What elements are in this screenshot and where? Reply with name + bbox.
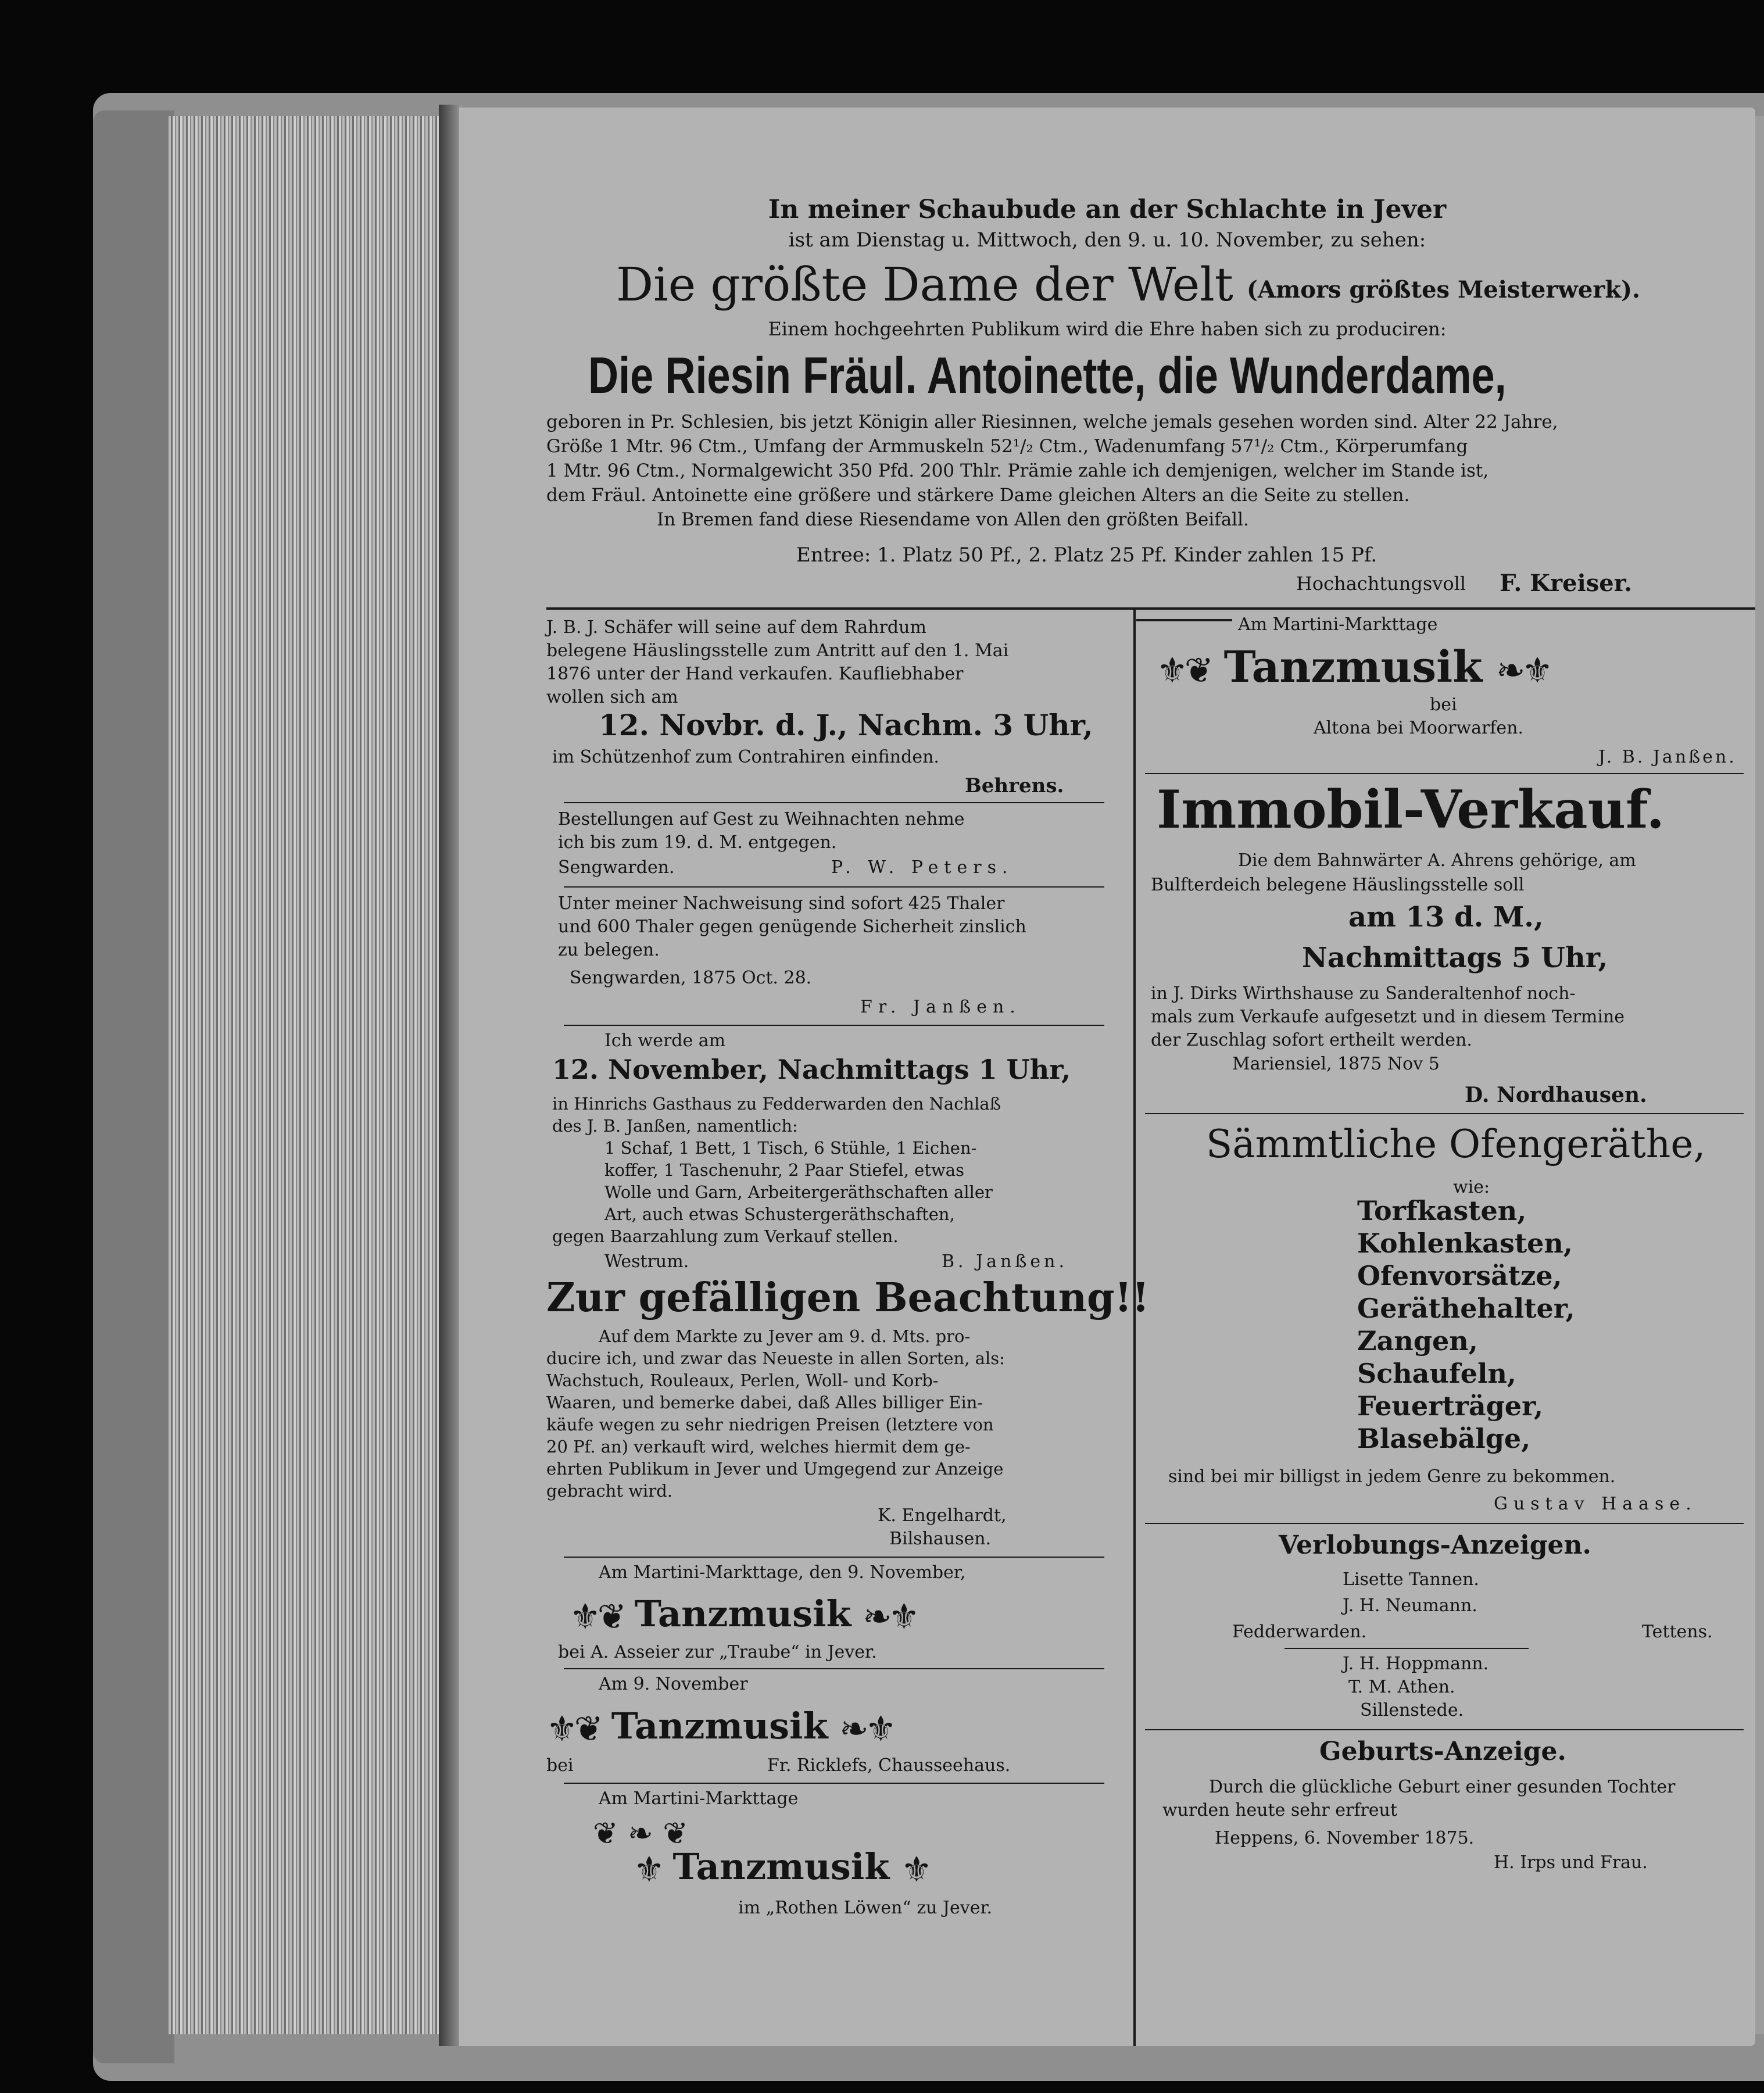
r-tanz-line (1157, 642, 1550, 692)
ofen-item: Ofenvorsätze, (1357, 1260, 1562, 1291)
ofen-item: Zangen, (1357, 1325, 1478, 1357)
text-line: 1876 unter der Hand verkaufen. Kaufliebhaber (546, 664, 964, 684)
tanz3-line (634, 1845, 929, 1890)
text-line: Wachstuch, Rouleaux, Perlen, Woll- und Korb- (546, 1371, 939, 1390)
janssen-date: Sengwarden, 1875 Oct. 28. (570, 968, 812, 988)
tanz2-title: Tanzmusik (611, 1705, 828, 1747)
divider (1145, 1523, 1744, 1524)
beachtung-sign-place: Bilshausen. (889, 1529, 992, 1549)
immobil-body (1151, 849, 1636, 897)
geburt-title: Geburts-Anzeige. (1319, 1737, 1566, 1766)
peters-place: Sengwarden. (558, 857, 675, 878)
divider (1145, 773, 1744, 774)
tanz1-line (570, 1593, 916, 1637)
schaefer-sign: Behrens. (965, 774, 1064, 797)
tanz2-head: Am 9. November (599, 1674, 748, 1694)
ornament-left-icon: ⚜❦ (1157, 650, 1211, 691)
ad-schaefer (546, 616, 1128, 709)
geburt-body (1162, 1776, 1675, 1822)
ofen-items (1357, 1194, 1575, 1455)
ofen-item: Blasebälge, (1357, 1423, 1531, 1454)
ofen-wie: wie: (1453, 1177, 1490, 1197)
verlobung-place2: Tettens. (1642, 1622, 1713, 1642)
ofen-item: Torfkasten, (1357, 1195, 1527, 1226)
text-line: mals zum Verkaufe aufgesetzt und in diesem Termine (1151, 1007, 1625, 1027)
text-line: zu belegen. (558, 940, 660, 960)
text-line: ehrten Publikum in Jever und Umgegend zur Anzeige (546, 1459, 1004, 1479)
ornament-right-icon: ❧⚜ (863, 1596, 917, 1637)
ad-headline: Die Riesin Fräul. Antoinette, die Wunderdame, (588, 346, 1507, 404)
ad-body-line: geboren in Pr. Schlesien, bis jetzt Königin aller Riesinnen, welche jemals gesehen worden sind. Alter 22 Jahre, (546, 412, 1558, 432)
verlobung-name4: T. M. Athen. (1348, 1677, 1455, 1697)
text-line: Wolle und Garn, Arbeitergeräthschaften aller (604, 1182, 993, 1202)
text-line: ducire ich, und zwar das Neueste in allen Sorten, als: (546, 1348, 1005, 1368)
divider (564, 1668, 1104, 1669)
ornament-right-icon: ❧⚜ (1496, 650, 1550, 691)
tanz3-head: Am Martini-Markttage (599, 1788, 799, 1809)
text-line: gebracht wird. (546, 1481, 672, 1501)
verlobung-place3: Sillenstede. (1360, 1700, 1464, 1720)
book-cover (93, 110, 174, 2063)
text-line: Waaren, und bemerke dabei, daß Alles billiger Ein- (546, 1393, 983, 1412)
r-tanz-bei: bei (1430, 695, 1457, 715)
nachlass-sign: B. Janßen. (942, 1251, 1068, 1272)
ad-peters (558, 808, 965, 854)
ofen-item: Feuerträger, (1357, 1390, 1543, 1422)
ad-title-aside: (Amors größtes Meisterwerk). (1247, 276, 1640, 303)
text-line: wollen sich am (546, 687, 678, 707)
verlobung-name3: J. H. Hoppmann. (1343, 1654, 1489, 1674)
ad-title: Die größte Dame der Welt (616, 257, 1233, 312)
text-line: in J. Dirks Wirthshause zu Sanderaltenhof noch- (1151, 983, 1576, 1004)
ad-body-line: 1 Mtr. 96 Ctm., Normalgewicht 350 Pfd. 200 Thlr. Prämie zahle ich demjenigen, welcher im Stande ist, (546, 460, 1489, 481)
text-line: Unter meiner Nachweisung sind sofort 425 Thaler (558, 893, 1005, 914)
text-line: Durch die glückliche Geburt einer gesunden Tochter (1209, 1777, 1676, 1797)
r-tanz-sign: J. B. Janßen. (1598, 747, 1737, 767)
tanz1-foot: bei A. Asseier zur „Traube“ in Jever. (558, 1642, 877, 1662)
tanz1-head: Am Martini-Markttage, den 9. November, (599, 1562, 966, 1583)
divider (1145, 1729, 1744, 1730)
immobil-time: Nachmittags 5 Uhr, (1302, 942, 1608, 974)
ofen-item: Kohlenkasten, (1357, 1228, 1573, 1259)
ornament-right-icon: ⚜ (901, 1849, 929, 1890)
divider (1284, 1648, 1529, 1649)
book-gutter (439, 105, 462, 2046)
text-line: des J. B. Janßen, namentlich: (552, 1116, 798, 1136)
ornament-top-icon: ❦ ❧ ❦ (593, 1816, 688, 1851)
immobil-sign: D. Nordhausen. (1465, 1083, 1647, 1107)
text-line: der Zuschlag sofort ertheilt werden. (1151, 1030, 1472, 1050)
ad-header-line: In meiner Schaubude an der Schlachte in Jever (768, 195, 1447, 224)
geburt-date: Heppens, 6. November 1875. (1215, 1828, 1475, 1848)
immobil-date: am 13 d. M., (1348, 901, 1544, 933)
ofen-item: Schaufeln, (1357, 1358, 1516, 1389)
immobil-title: Immobil-Verkauf. (1157, 779, 1665, 840)
text-line: Die dem Bahnwärter A. Ahrens gehörige, am (1238, 850, 1636, 871)
ornament-left-icon: ⚜❦ (570, 1596, 624, 1637)
beachtung-body (546, 1325, 1005, 1502)
text-line: J. B. J. Schäfer will seine auf dem Rahrdum (546, 617, 926, 638)
janssen-sign: Fr. Janßen. (860, 997, 1021, 1017)
peters-sign: P. W. Peters. (831, 857, 1014, 878)
tanz2-bei: bei (546, 1755, 574, 1776)
divider (1145, 1113, 1744, 1114)
text-line: wurden heute sehr erfreut (1162, 1800, 1397, 1820)
divider (564, 1025, 1104, 1026)
ofen-title: Sämmtliche Ofengeräthe, (1206, 1122, 1706, 1167)
text-line: Bestellungen auf Gest zu Weihnachten nehme (558, 809, 965, 829)
ad-body-line: dem Fräul. Antoinette eine größere und stärkere Dame gleichen Alters an die Seite zu stellen. (546, 485, 1410, 506)
text-line: Art, auch etwas Schustergeräthschaften, (604, 1204, 955, 1224)
nachlass-date: 12. November, Nachmittags 1 Uhr, (552, 1054, 1071, 1085)
beachtung-sign: K. Engelhardt, (878, 1505, 1007, 1526)
divider (564, 1557, 1104, 1558)
ornament-right-icon: ❧⚜ (839, 1708, 893, 1749)
verlobung-place1: Fedderwarden. (1232, 1622, 1367, 1642)
schaefer-place: im Schützenhof zum Contrahiren einfinden. (552, 747, 939, 767)
text-line: ich bis zum 19. d. M. entgegen. (558, 832, 837, 853)
r-tanz-title: Tanzmusik (1223, 642, 1483, 692)
text-line: 20 Pf. an) verkauft wird, welches hiermit dem ge- (546, 1437, 971, 1457)
immobil-body2 (1151, 982, 1625, 1052)
verlobung-title: Verlobungs-Anzeigen. (1279, 1530, 1591, 1560)
ad-janssen (558, 892, 1026, 962)
newspaper-page (459, 108, 1755, 2046)
divider (564, 802, 1104, 803)
text-line: gegen Baarzahlung zum Verkauf stellen. (552, 1226, 899, 1246)
r-tanz-place: Altona bei Moorwarfen. (1314, 718, 1524, 738)
verlobung-name1: Lisette Tannen. (1343, 1569, 1479, 1590)
tanz2-line (546, 1705, 893, 1749)
ofen-item: Geräthehalter, (1357, 1293, 1575, 1324)
ad-intro: Einem hochgeehrten Publikum wird die Ehre haben sich zu produciren: (768, 318, 1447, 340)
r-tanz-head: Am Martini-Markttage (1238, 614, 1438, 635)
section-divider (546, 607, 1755, 610)
ad-body-line: In Bremen fand diese Riesendame von Allen den größten Beifall. (657, 509, 1249, 530)
text-line: 1 Schaf, 1 Bett, 1 Tisch, 6 Stühle, 1 Eichen- (604, 1138, 977, 1158)
tanz3-title: Tanzmusik (672, 1845, 890, 1888)
geburt-sign: H. Irps und Frau. (1494, 1852, 1648, 1873)
text-line: und 600 Thaler gegen genügende Sicherheit zinslich (558, 917, 1026, 937)
ornament-left-icon: ⚜ (634, 1849, 661, 1890)
beachtung-title: Zur gefälligen Beachtung!! (546, 1275, 1150, 1321)
tanz2-foot: Fr. Ricklefs, Chausseehaus. (767, 1755, 1011, 1776)
ornament-left-icon: ⚜❦ (546, 1708, 600, 1749)
text-line: in Hinrichs Gasthaus zu Fedderwarden den Nachlaß (552, 1094, 1001, 1114)
verlobung-name2: J. H. Neumann. (1343, 1595, 1477, 1616)
ofen-foot: sind bei mir billigst in jedem Genre zu bekommen. (1168, 1466, 1616, 1487)
ofen-sign: Gustav Haase. (1494, 1494, 1697, 1514)
divider (564, 1783, 1104, 1784)
column-divider (1133, 609, 1136, 2046)
nachlass-intro: Ich werde am (604, 1031, 726, 1051)
tanz1-title: Tanzmusik (634, 1593, 851, 1635)
tanz3-foot: im „Rothen Löwen“ zu Jever. (738, 1898, 993, 1918)
text-line: Bulfterdeich belegene Häuslingsstelle soll (1151, 875, 1525, 895)
text-line: käufe wegen zu sehr niedrigen Preisen (letztere von (546, 1415, 994, 1434)
text-line: Auf dem Markte zu Jever am 9. d. Mts. pro- (599, 1326, 971, 1346)
text-line: belegene Häuslingsstelle zum Antritt auf den 1. Mai (546, 641, 1009, 661)
schaefer-date: 12. Novbr. d. J., Nachm. 3 Uhr, (599, 708, 1093, 742)
divider (1136, 619, 1232, 621)
ad-body-line: Größe 1 Mtr. 96 Ctm., Umfang der Armmuskeln 52¹/₂ Ctm., Wadenumfang 57¹/₂ Ctm., Körperumfang (546, 436, 1468, 457)
ad-entree: Entree: 1. Platz 50 Pf., 2. Platz 25 Pf. Kinder zahlen 15 Pf. (796, 543, 1377, 567)
ad-signature: F. Kreiser. (1500, 570, 1633, 597)
nachlass-body (552, 1093, 1001, 1247)
text-line: koffer, 1 Taschenuhr, 2 Paar Stiefel, etwas (604, 1160, 964, 1180)
divider (564, 886, 1104, 888)
ad-closing: Hochachtungsvoll (1296, 573, 1466, 595)
nachlass-place: Westrum. (604, 1251, 689, 1272)
ad-body (546, 410, 1744, 532)
ad-subline: ist am Dienstag u. Mittwoch, den 9. u. 10. November, zu sehen: (788, 228, 1426, 252)
immobil-date2: Mariensiel, 1875 Nov 5 (1232, 1054, 1440, 1074)
page-edges (169, 116, 442, 2034)
